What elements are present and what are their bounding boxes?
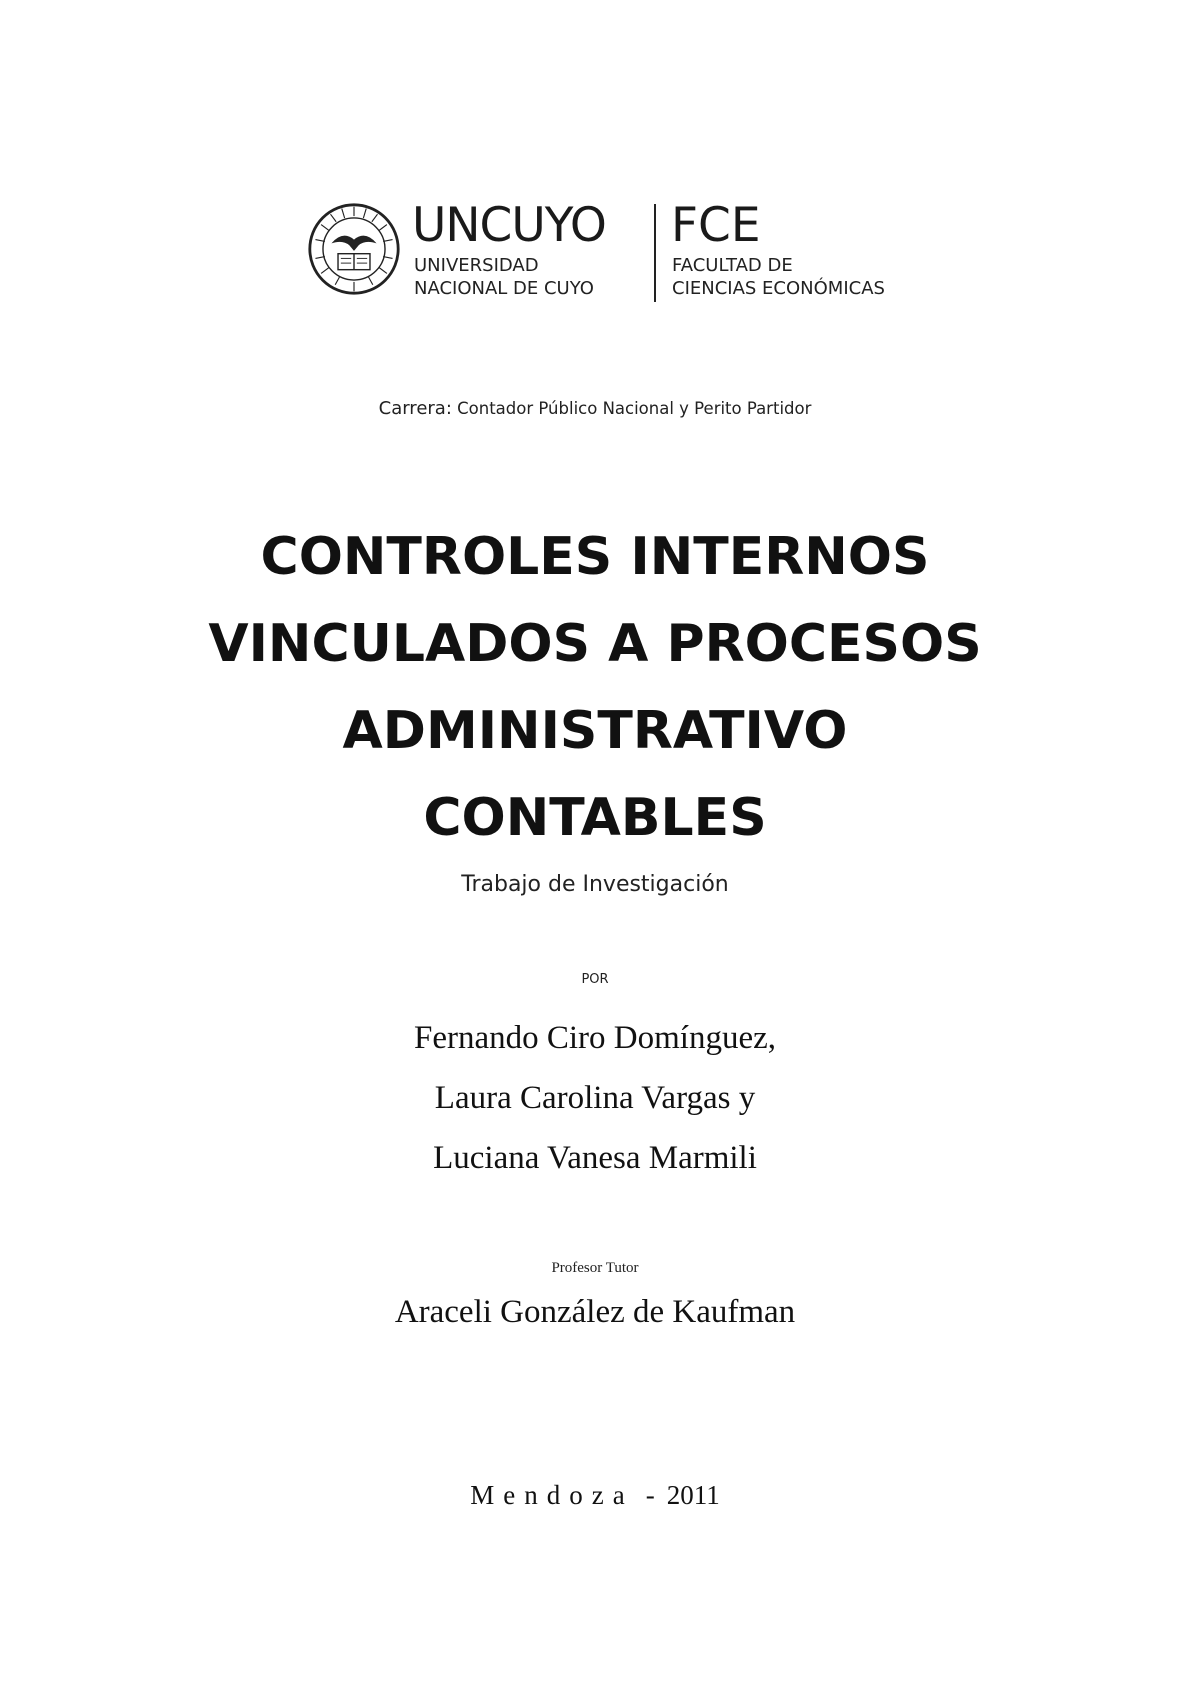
university-name-line-2: NACIONAL DE CUYO: [414, 278, 594, 299]
by-label: POR: [581, 972, 609, 987]
faculty-name: [672, 254, 885, 300]
university-seal-icon: [307, 202, 401, 296]
career-line: [0, 398, 1190, 419]
university-name: [414, 254, 594, 300]
author-name: Fernando Ciro Domínguez,: [413, 1020, 777, 1056]
tutor-label: Profesor Tutor: [551, 1260, 639, 1276]
title-line-4: CONTABLES: [423, 788, 767, 848]
career-label: Carrera:: [378, 398, 452, 419]
city: Mendoza: [470, 1480, 634, 1510]
title-line-1: CONTROLES INTERNOS: [260, 527, 930, 587]
document-subtitle: Trabajo de Investigación: [461, 872, 729, 897]
faculty-name-line-2: CIENCIAS ECONÓMICAS: [672, 278, 885, 299]
university-name-line-1: UNIVERSIDAD: [414, 255, 539, 276]
place-and-year: [0, 1480, 1190, 1511]
university-acronym: UNCUYO: [412, 198, 606, 253]
tutor-name: Araceli González de Kaufman: [394, 1294, 796, 1330]
document-title: [0, 514, 1190, 862]
title-line-2: VINCULADOS A PROCESOS: [208, 614, 982, 674]
year: 2011: [666, 1480, 720, 1510]
author-name: Laura Carolina Vargas y: [434, 1080, 756, 1116]
logo-divider: [654, 204, 656, 302]
author-name: Luciana Vanesa Marmili: [433, 1140, 757, 1176]
place-separator: -: [645, 1480, 655, 1510]
career-value: Contador Público Nacional y Perito Partidor: [457, 399, 812, 418]
faculty-acronym: FCE: [671, 198, 761, 253]
institution-header: [300, 198, 920, 308]
title-line-3: ADMINISTRATIVO: [342, 701, 848, 761]
authors-list: [0, 1008, 1190, 1188]
faculty-name-line-1: FACULTAD DE: [672, 255, 793, 276]
